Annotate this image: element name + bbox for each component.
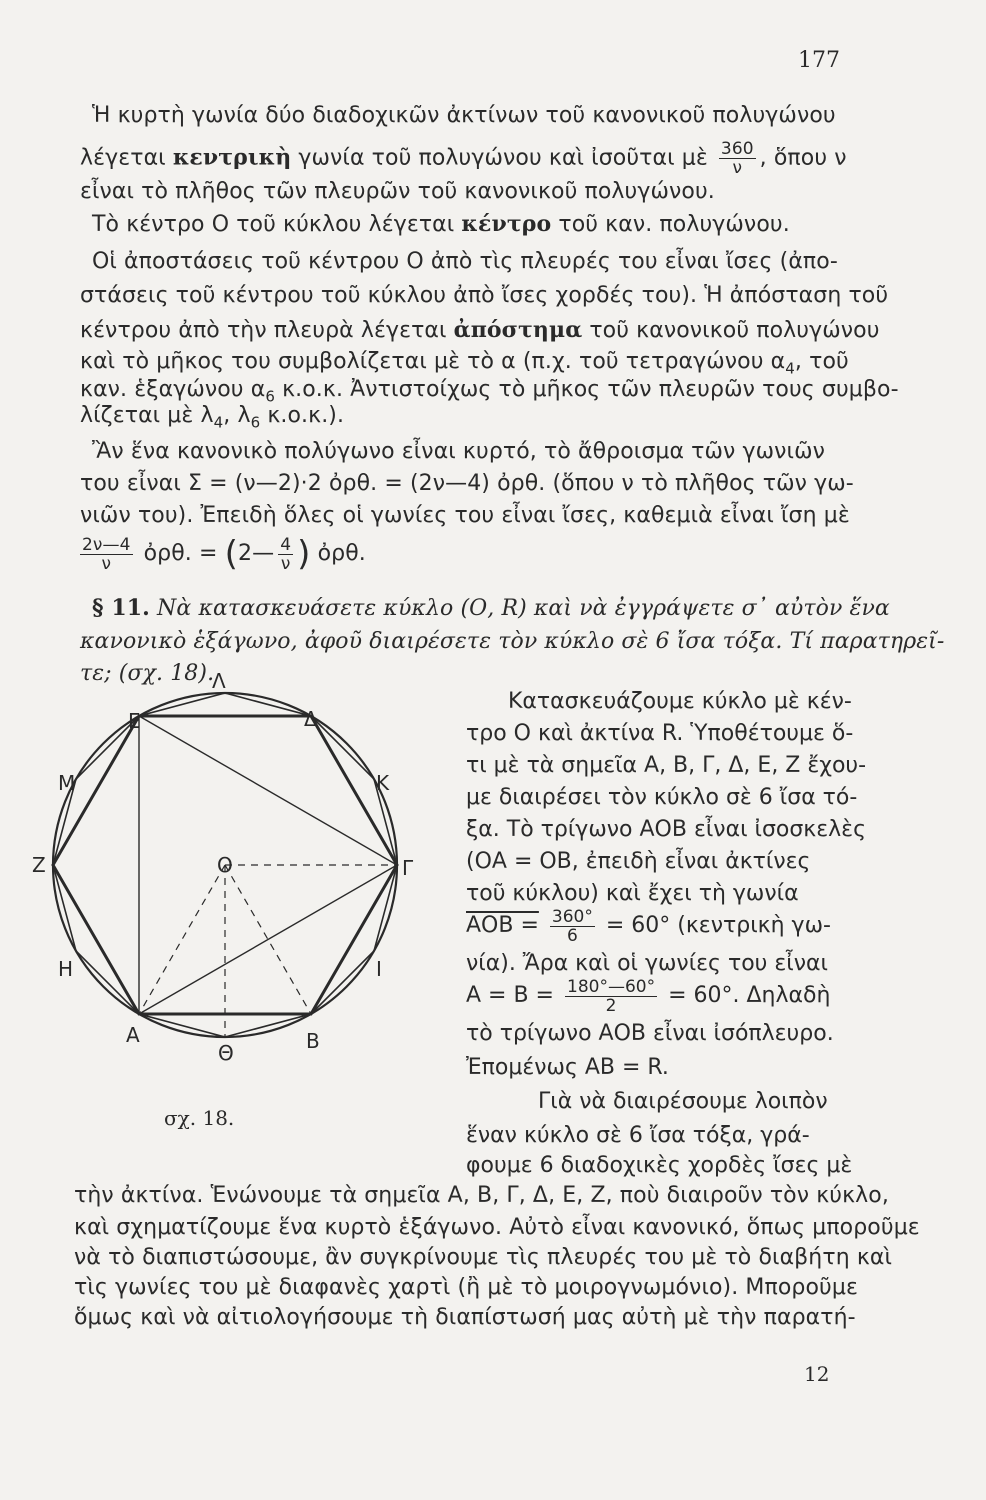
right-line6: (ΟΑ = ΟΒ, ἐπειδὴ εἶναι ἀκτίνες [466, 849, 811, 874]
label-M: Μ [58, 771, 76, 795]
right-line9: νία). Ἄρα καὶ οἱ γωνίες του εἶναι [466, 951, 828, 976]
para3-line6: λίζεται μὲ $\lambda_4$, $\lambda_6$ κ.ο.κ.). [80, 403, 345, 432]
para4-line3: νιῶν του). Ἐπειδὴ ὅλες οἱ γωνίες του εἶναι ἴσες, καθεμιὰ εἶναι ἴση μὲ [80, 503, 850, 528]
radius-OA [139, 865, 225, 1014]
fraction-360-over-6: $\frac{360^\circ}{6}$ [551, 906, 593, 946]
bottom-line1: τὴν ἀκτίνα. Ἑνώνουμε τὰ σημεῖα Α, Β, Γ, Δ, Ε, Ζ, ποὺ διαιροῦν τὸν κύκλο, [74, 1183, 889, 1208]
right-line4: με διαιρέσει τὸν κύκλο σὲ 6 ἴσα τό- [466, 785, 858, 810]
diagonal-AG [139, 865, 397, 1014]
bottom-line3: νὰ τὸ διαπιστώσουμε, ἂν συγκρίνουμε τὶς πλευρές του μὲ τὸ διαβήτη καὶ [74, 1245, 893, 1270]
right-line7: τοῦ κύκλου) καὶ ἔχει τὴ γωνία [466, 881, 799, 906]
fraction-angle-base: $\frac{180^\circ—60^\circ}{2}$ [567, 976, 656, 1016]
bottom-line4: τὶς γωνίες του μὲ διαφανὲς χαρτὶ (ἢ μὲ τὸ μοιρογνωμόνιο). Μποροῦμε [74, 1275, 858, 1300]
para4-line2: του εἶναι Σ = (ν—2)·2 ὀρθ. = (2ν—4) ὀρθ. (ὅπου ν τὸ πλῆθος τῶν γω- [80, 471, 854, 496]
label-I: Ι [376, 957, 382, 981]
term-kentriki: κεντρικὴ [172, 144, 292, 171]
para3-line5: καν. ἑξαγώνου $\alpha_6$ κ.ο.κ. Ἀντιστοίχως τὸ μῆκος τῶν πλευρῶν τους συμβο- [80, 377, 899, 406]
hexagon-figure [30, 670, 470, 1080]
right-line3: τι μὲ τὰ σημεῖα Α, Β, Γ, Δ, Ε, Ζ ἔχου- [466, 753, 867, 778]
right-line5: ξα. Τὸ τρίγωνο ΑΟΒ εἶναι ἰσοσκελὲς [466, 817, 866, 842]
para4-line1: Ἂν ἕνα κανονικὸ πολύγωνο εἶναι κυρτό, τὸ ἄθροισμα τῶν γωνιῶν [92, 439, 825, 464]
label-A: Α [126, 1023, 140, 1047]
label-E: Ε [128, 709, 141, 733]
fraction-4-over-v: $\frac{4}{\nu}$ [280, 534, 292, 574]
label-D: Δ [304, 707, 318, 731]
section-line1: § 11. Νὰ κατασκευάσετε κύκλο (Ο, R) καὶ νὰ ἐγγράψετε σ᾽ αὐτὸν ἕνα [92, 595, 890, 621]
page-number: 177 [798, 48, 840, 73]
label-H: Η [58, 957, 74, 981]
right-line10: Α = Β = $\frac{180^\circ—60^\circ}{2}$ = 60°. Δηλαδὴ [466, 976, 831, 1016]
para1-line2: λέγεται κεντρικὴ γωνία τοῦ πολυγώνου καὶ ἰσοῦται μὲ $\frac{360}{\nu}$ , ὅπου ν [80, 139, 847, 178]
right-line2: τρο Ο καὶ ἀκτίνα R. Ὑποθέτουμε ὅ- [466, 721, 854, 746]
right-line11: τὸ τρίγωνο ΑΟΒ εἶναι ἰσόπλευρο. [466, 1021, 834, 1046]
figure-caption: σχ. 18. [164, 1106, 235, 1130]
right-line13: Γιὰ νὰ διαιρέσουμε λοιπὸν [538, 1089, 828, 1114]
label-L: Λ [212, 670, 226, 693]
label-K: Κ [376, 771, 390, 795]
section-line3: τε; (σχ. 18). [80, 661, 215, 686]
section-line2: κανονικὸ ἑξάγωνο, ἀφοῦ διαιρέσετε τὸν κύκλο σὲ 6 ἴσα τόξα. Τί παρατηρεῖ- [80, 629, 945, 654]
para1-line3: εἶναι τὸ πλῆθος τῶν πλευρῶν τοῦ κανονικοῦ πολυγώνου. [80, 179, 715, 204]
label-O: Ο [217, 853, 233, 877]
para4-line4: $\frac{2\nu—4}{\nu}$ ὀρθ. = (2— $\frac{4}{\nu}$ ) ὀρθ. [82, 534, 366, 574]
fraction-2v-4-over-v: $\frac{2\nu—4}{\nu}$ [82, 534, 131, 574]
para1-line1: Ἡ κυρτὴ γωνία δύο διαδοχικῶν ἀκτίνων τοῦ κανονικοῦ πολυγώνου [92, 103, 836, 128]
label-G: Γ [402, 856, 414, 880]
right-line14: ἕναν κύκλο σὲ 6 ἴσα τόξα, γρά- [466, 1123, 810, 1148]
label-Th: Θ [218, 1041, 234, 1065]
bottom-line5: ὅμως καὶ νὰ αἰτιολογήσουμε τὴ διαπίστωσή μας αὐτὴ μὲ τὴν παρατή- [74, 1305, 856, 1330]
label-B: Β [306, 1029, 320, 1053]
right-line15: φουμε 6 διαδοχικὲς χορδὲς ἴσες μὲ [466, 1153, 853, 1178]
bottom-line2: καὶ σχηματίζουμε ἕνα κυρτὸ ἑξάγωνο. Αὐτὸ εἶναι κανονικό, ὅπως μποροῦμε [74, 1215, 920, 1240]
para3-line4: καὶ τὸ μῆκος του συμβολίζεται μὲ τὸ α (π.χ. τοῦ τετραγώνου $\alpha_4$, τοῦ [80, 349, 849, 378]
right-line12: Ἐπομένως ΑΒ = R. [466, 1055, 669, 1080]
para3-line2: στάσεις τοῦ κέντρου τοῦ κύκλου ἀπὸ ἴσες χορδές του). Ἡ ἀπόσταση τοῦ [80, 283, 889, 308]
diagonal-EG [139, 716, 397, 865]
para3-line1: Οἱ ἀποστάσεις τοῦ κέντρου Ο ἀπὸ τὶς πλευρές του εἶναι ἴσες (ἀπο- [92, 249, 838, 274]
term-kentro: κέντρο [461, 211, 552, 237]
section-number: § 11. [92, 595, 150, 621]
para2-line1: Τὸ κέντρο Ο τοῦ κύκλου λέγεται κέντρο τοῦ καν. πολυγώνου. [92, 211, 790, 237]
footer-number: 12 [804, 1362, 830, 1386]
right-line1: Κατασκευάζουμε κύκλο μὲ κέν- [508, 689, 852, 714]
right-line8: ΑΟΒ = $\frac{360^\circ}{6}$ = 60° (κεντρικὴ γω- [466, 906, 831, 946]
label-Z: Ζ [32, 853, 46, 877]
para3-line3: κέντρου ἀπὸ τὴν πλευρὰ λέγεται ἀπόστημα τοῦ κανονικοῦ πολυγώνου [80, 317, 880, 343]
fraction-360-v: $\frac{360}{\nu}$ [720, 139, 754, 178]
term-apostima: ἀπόστημα [453, 317, 583, 343]
